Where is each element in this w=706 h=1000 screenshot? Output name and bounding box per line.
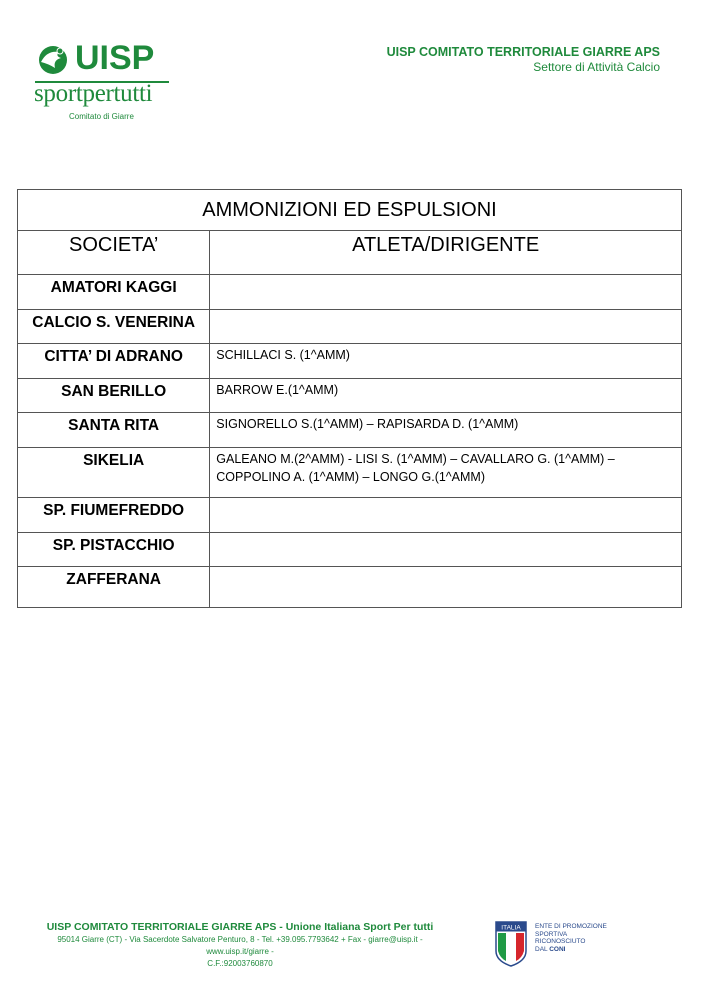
coni-line <box>535 946 615 954</box>
athletes-cell <box>210 275 682 310</box>
sector-name: Settore di Attività Calcio <box>533 60 660 74</box>
footer-tax-code: C.F.:92003760870 <box>207 959 273 968</box>
column-header-society: SOCIETA’ <box>18 231 210 275</box>
table-header-row <box>18 231 682 275</box>
table-row <box>18 448 682 498</box>
coni-brand: CONI <box>549 945 566 953</box>
table-row <box>18 498 682 533</box>
athletes-cell <box>210 310 682 344</box>
athletes-cell: SCHILLACI S. (1^AMM) <box>210 344 682 379</box>
logo-committee: Comitato di Giarre <box>69 112 134 121</box>
header-info <box>387 44 660 74</box>
table-row <box>18 275 682 310</box>
coni-prefix: DAL <box>535 945 548 953</box>
italia-shield-icon <box>495 921 527 967</box>
society-cell: CALCIO S. VENERINA <box>18 310 210 344</box>
athletes-cell <box>210 498 682 533</box>
logo-tagline: sportpertutti <box>34 80 153 107</box>
athletes-cell: BARROW E.(1^AMM) <box>210 379 682 413</box>
coni-badge <box>495 921 615 971</box>
coni-line: SPORTIVA <box>535 930 568 938</box>
table-row <box>18 533 682 567</box>
society-cell: SP. PISTACCHIO <box>18 533 210 567</box>
society-cell: SP. FIUMEFREDDO <box>18 498 210 533</box>
runner-icon <box>33 44 73 76</box>
footer <box>30 920 450 970</box>
society-cell: SAN BERILLO <box>18 379 210 413</box>
society-cell: AMATORI KAGGI <box>18 275 210 310</box>
uisp-logo <box>33 40 183 124</box>
society-cell: ZAFFERANA <box>18 567 210 608</box>
table-row <box>18 344 682 379</box>
table-title-row <box>18 190 682 231</box>
coni-line: RICONOSCIUTO <box>535 938 586 945</box>
logo-brand: UISP <box>75 39 155 77</box>
athletes-cell <box>210 533 682 567</box>
athletes-cell: GALEANO M.(2^AMM) - LISI S. (1^AMM) – CAVALLARO G. (1^AMM) – COPPOLINO A. (1^AMM) – LONGO G.(1^AMM) <box>210 448 682 498</box>
column-header-athlete: ATLETA/DIRIGENTE <box>210 231 682 275</box>
society-cell: SIKELIA <box>18 448 210 498</box>
athletes-cell <box>210 567 682 608</box>
society-cell: CITTA’ DI ADRANO <box>18 344 210 379</box>
coni-text <box>535 923 615 953</box>
table-row <box>18 310 682 344</box>
footer-address: 95014 Giarre (CT) - Via Sacerdote Salvatore Penturo, 8 - Tel. +39.095.7793642 + Fax - giarre@uisp.it - www.uisp.it/giarre - <box>57 935 423 956</box>
table-title: AMMONIZIONI ED ESPULSIONI <box>18 190 682 231</box>
coni-line: ENTE DI PROMOZIONE <box>535 923 607 930</box>
table-row <box>18 567 682 608</box>
footer-title: UISP COMITATO TERRITORIALE GIARRE APS - Unione Italiana Sport Per tutti <box>46 921 434 933</box>
discipline-table <box>17 189 682 608</box>
society-cell: SANTA RITA <box>18 413 210 448</box>
coni-country: ITALIA <box>501 924 521 932</box>
organization-name: UISP COMITATO TERRITORIALE GIARRE APS <box>386 45 660 59</box>
table-row <box>18 413 682 448</box>
table-row <box>18 379 682 413</box>
athletes-cell: SIGNORELLO S.(1^AMM) – RAPISARDA D. (1^AMM) <box>210 413 682 448</box>
